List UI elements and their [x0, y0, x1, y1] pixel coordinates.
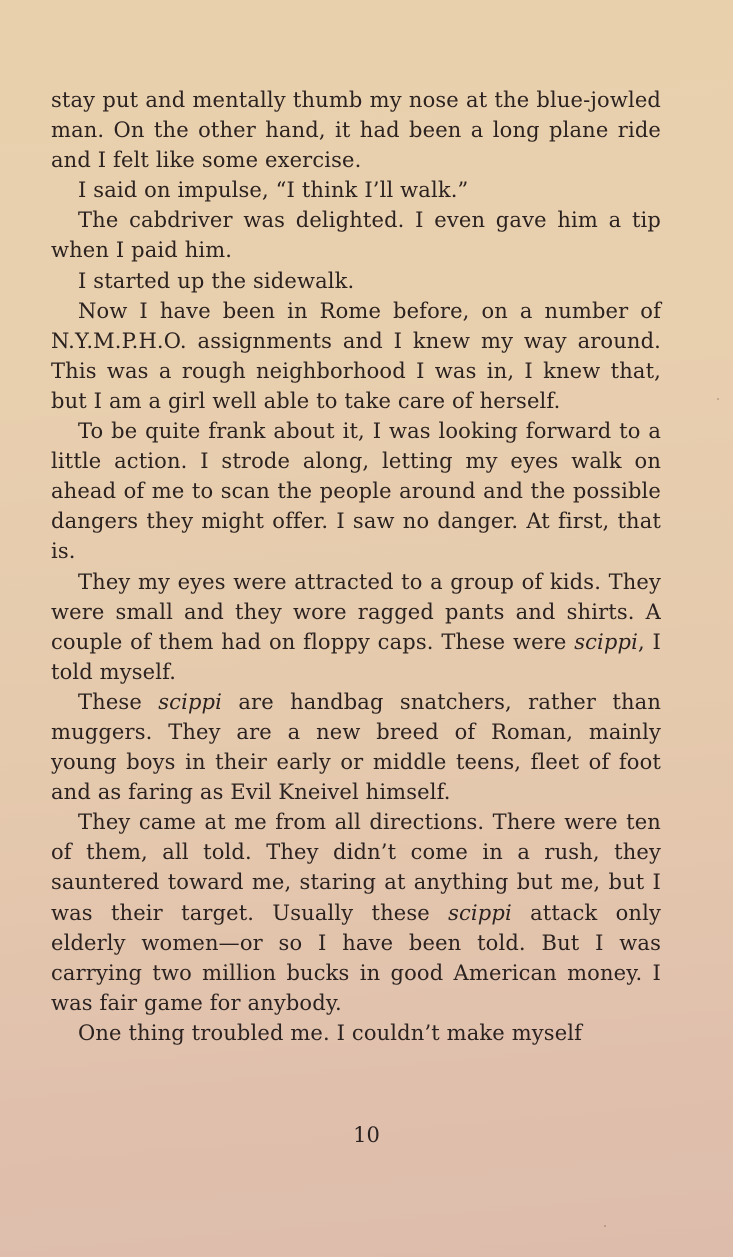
italic-word: scippi: [158, 689, 223, 714]
page-number: 10: [353, 1123, 380, 1147]
italic-word: scippi: [448, 900, 512, 925]
text-run: stay put and mentally thumb my nose at the blue-jowled man. On the other hand, it had been a long plane ride and I felt like some exercise.: [51, 88, 661, 173]
text-run: are handbag snatchers, rather than muggers. They are a new breed of Roman, mainly young boys in their early or middle teens, fleet of foot and as faring as Evil Kneivel himself.: [51, 689, 661, 805]
text-run: Now I have been in Rome before, on a number of N.Y.M.P.H.O. assignments and I knew my way around. This was a rough neighborhood I was in, I knew that, but I am a girl well able to take care of herself.: [51, 298, 661, 413]
paper-speck: [717, 398, 719, 400]
paragraph: [51, 687, 661, 807]
text-run: These: [78, 689, 159, 714]
paragraph: [51, 205, 661, 265]
text-run: The cabdriver was delighted. I even gave him a tip when I paid him.: [51, 208, 661, 263]
text-run: attack only elderly women—or so I have been told. But I was carrying two million bucks in good American money. I was fair game for anybody.: [51, 900, 661, 1015]
text-run: They came at me from all directions. There were ten of them, all told. They didn’t come in a rush, they sauntered toward me, staring at anything but me, but I was their target. Usually these: [51, 810, 661, 925]
text-run: , I told myself.: [51, 629, 661, 684]
paper-speck: [636, 437, 638, 439]
paragraph: [51, 1018, 661, 1048]
text-run: They my eyes were attracted to a group of kids. They were small and they wore ragged pants and shirts. A couple of them had on floppy caps. These were: [51, 569, 661, 654]
text-run: To be quite frank about it, I was looking forward to a little action. I strode along, letting my eyes walk on ahead of me to scan the people around and the possible dangers they might offer. I saw no danger. At first, that is.: [51, 419, 661, 564]
paragraph: [51, 567, 661, 687]
paragraph: [51, 175, 661, 205]
text-run: One thing troubled me. I couldn’t make myself: [78, 1020, 583, 1045]
paragraph: [51, 85, 661, 175]
paragraph: [51, 807, 661, 1018]
paragraph: [51, 416, 661, 566]
paragraph: [51, 296, 661, 416]
text-run: I started up the sidewalk.: [78, 268, 355, 293]
text-run: I said on impulse, “I think I’ll walk.”: [78, 178, 469, 203]
paragraph: [51, 266, 661, 296]
paper-speck: [604, 1225, 606, 1227]
page-body: [51, 85, 661, 1048]
italic-word: scippi: [574, 629, 638, 654]
